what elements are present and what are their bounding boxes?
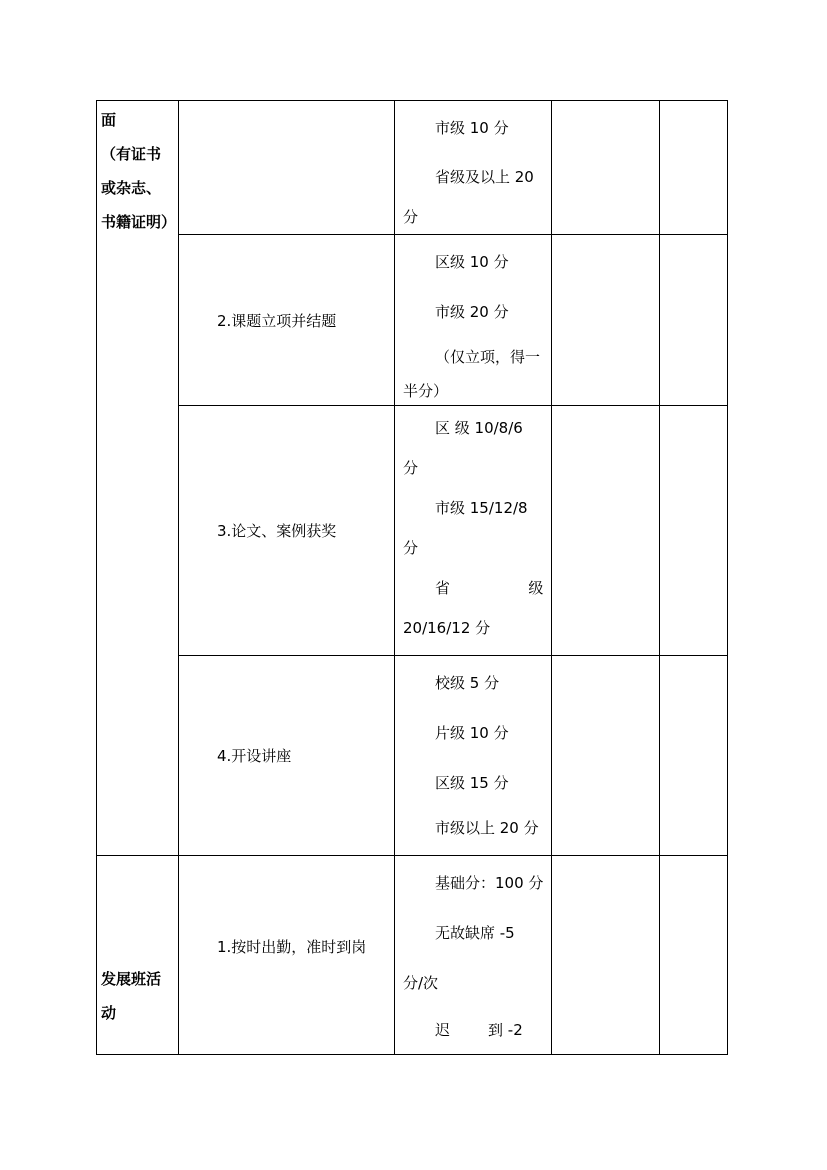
score-line: 20/16/12 分	[403, 619, 491, 637]
score-line: 分	[403, 208, 419, 226]
score-line: 区 级 10/8/6	[435, 419, 523, 437]
score-line: （仅立项，得一	[435, 348, 541, 366]
score-input-cell[interactable]	[552, 101, 660, 235]
scoring-table	[96, 100, 728, 1055]
score-line: 基础分：100 分	[435, 874, 544, 892]
score-line: 半分）	[403, 382, 449, 400]
score-line: 区级 10 分	[435, 253, 509, 271]
score-line: 分/次	[403, 974, 439, 992]
score-input-cell[interactable]	[552, 406, 660, 656]
score-line: 分	[403, 459, 419, 477]
category-text: 发展班活	[101, 970, 162, 988]
score-line: 区级 15 分	[435, 774, 509, 792]
category-text: （有证书	[101, 145, 162, 163]
category-text: 书籍证明）	[101, 213, 177, 231]
remark-cell[interactable]	[660, 101, 728, 235]
score-line: 市级以上 20 分	[435, 819, 539, 837]
category-text: 或杂志、	[101, 179, 162, 197]
score-line: 市级 20 分	[435, 303, 509, 321]
score-line: 市级 10 分	[435, 119, 509, 137]
category-cell-class-activity	[97, 856, 179, 1055]
category-text: 面	[101, 111, 117, 129]
table-row	[97, 856, 728, 1055]
score-input-cell[interactable]	[552, 235, 660, 406]
category-text: 动	[101, 1004, 117, 1022]
score-criteria-cell	[395, 406, 552, 656]
score-line: 省级及以上 20	[435, 168, 534, 186]
item-cell	[179, 101, 395, 235]
table-row	[97, 406, 728, 656]
score-input-cell[interactable]	[552, 856, 660, 1055]
table-row	[97, 101, 728, 235]
item-cell: 3.论文、案例获奖	[179, 406, 395, 656]
score-line: 市级 15/12/8	[435, 499, 528, 517]
remark-cell[interactable]	[660, 856, 728, 1055]
score-line: 到 -2	[488, 1021, 523, 1039]
item-cell: 2.课题立项并结题	[179, 235, 395, 406]
score-criteria-cell	[395, 656, 552, 856]
score-criteria-cell	[395, 856, 552, 1055]
remark-cell[interactable]	[660, 235, 728, 406]
score-line: 分	[403, 539, 419, 557]
score-line: 级	[528, 579, 544, 597]
score-line-justified	[403, 568, 543, 608]
item-cell: 1.按时出勤，准时到岗	[179, 856, 395, 1055]
score-line: 片级 10 分	[435, 724, 509, 742]
score-criteria-cell	[395, 235, 552, 406]
score-line: 省	[435, 579, 451, 597]
score-criteria-cell	[395, 101, 552, 235]
score-line: 无故缺席 -5	[435, 924, 515, 942]
table-row	[97, 656, 728, 856]
score-line: 迟	[435, 1021, 451, 1039]
item-cell: 4.开设讲座	[179, 656, 395, 856]
category-cell-research	[97, 101, 179, 856]
score-input-cell[interactable]	[552, 656, 660, 856]
table-row	[97, 235, 728, 406]
score-line: 校级 5 分	[435, 674, 500, 692]
score-line-spaced	[403, 1008, 543, 1052]
remark-cell[interactable]	[660, 406, 728, 656]
remark-cell[interactable]	[660, 656, 728, 856]
